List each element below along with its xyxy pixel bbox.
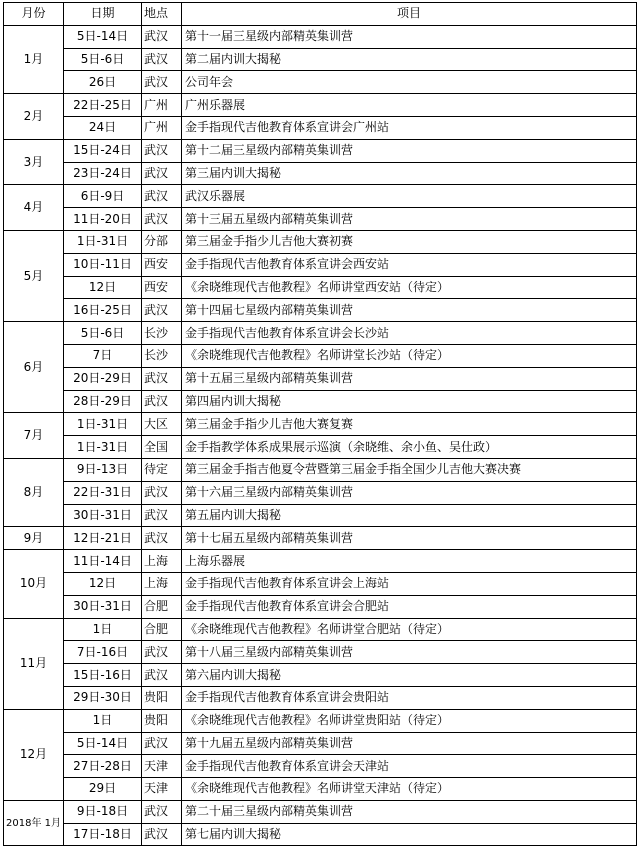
location-cell: 长沙 [142, 322, 182, 345]
date-cell: 1日-31日 [64, 413, 142, 436]
item-cell: 《余晓维现代吉他教程》名师讲堂贵阳站（待定） [182, 709, 637, 732]
month-cell: 5月 [4, 230, 64, 321]
item-cell: 第三届金手指少儿吉他大赛复赛 [182, 413, 637, 436]
date-cell: 17日-18日 [64, 823, 142, 846]
month-header: 月份 [4, 3, 64, 26]
table-row [4, 322, 637, 345]
date-cell: 28日-29日 [64, 390, 142, 413]
location-cell: 武汉 [142, 208, 182, 231]
location-cell: 武汉 [142, 823, 182, 846]
date-cell: 5日-14日 [64, 732, 142, 755]
item-cell: 第十六届三星级内部精英集训营 [182, 481, 637, 504]
location-cell: 武汉 [142, 664, 182, 687]
item-cell: 第三届金手指吉他夏令营暨第三届金手指全国少儿吉他大赛决赛 [182, 458, 637, 481]
month-cell: 11月 [4, 618, 64, 709]
table-row [4, 208, 637, 231]
location-cell: 合肥 [142, 618, 182, 641]
item-cell: 第三届金手指少儿吉他大赛初赛 [182, 230, 637, 253]
table-row [4, 116, 637, 139]
month-cell: 9月 [4, 527, 64, 550]
location-cell: 武汉 [142, 71, 182, 94]
month-cell: 8月 [4, 458, 64, 526]
date-cell: 22日-25日 [64, 94, 142, 117]
item-cell: 第十九届五星级内部精英集训营 [182, 732, 637, 755]
location-cell: 待定 [142, 458, 182, 481]
table-row [4, 436, 637, 459]
table-row [4, 800, 637, 823]
date-cell: 15日-24日 [64, 139, 142, 162]
location-cell: 全国 [142, 436, 182, 459]
date-cell: 10日-11日 [64, 253, 142, 276]
date-cell: 12日 [64, 572, 142, 595]
table-row [4, 276, 637, 299]
date-cell: 23日-24日 [64, 162, 142, 185]
table-row [4, 778, 637, 801]
item-cell: 《余晓维现代吉他教程》名师讲堂合肥站（待定） [182, 618, 637, 641]
date-cell: 1日-31日 [64, 436, 142, 459]
date-cell: 5日-14日 [64, 25, 142, 48]
date-cell: 27日-28日 [64, 755, 142, 778]
item-cell: 第七届内训大揭秘 [182, 823, 637, 846]
date-cell: 30日-31日 [64, 595, 142, 618]
item-cell: 金手指现代吉他教育体系宣讲会广州站 [182, 116, 637, 139]
item-cell: 第二届内训大揭秘 [182, 48, 637, 71]
table-row [4, 664, 637, 687]
item-cell: 第十一届三星级内部精英集训营 [182, 25, 637, 48]
item-cell: 公司年会 [182, 71, 637, 94]
location-cell: 分部 [142, 230, 182, 253]
location-cell: 武汉 [142, 139, 182, 162]
location-cell: 天津 [142, 755, 182, 778]
date-cell: 12日-21日 [64, 527, 142, 550]
table-row [4, 595, 637, 618]
table-row [4, 709, 637, 732]
location-cell: 长沙 [142, 344, 182, 367]
table-row [4, 162, 637, 185]
table-row [4, 527, 637, 550]
table-row [4, 230, 637, 253]
item-cell: 第二十届三星级内部精英集训营 [182, 800, 637, 823]
table-row [4, 253, 637, 276]
month-cell: 12月 [4, 709, 64, 800]
date-cell: 29日-30日 [64, 686, 142, 709]
location-cell: 天津 [142, 778, 182, 801]
location-cell: 武汉 [142, 185, 182, 208]
location-cell: 西安 [142, 253, 182, 276]
item-cell: 《余晓维现代吉他教程》名师讲堂长沙站（待定） [182, 344, 637, 367]
date-cell: 9日-18日 [64, 800, 142, 823]
table-row [4, 48, 637, 71]
table-row [4, 823, 637, 846]
item-cell: 第五届内训大揭秘 [182, 504, 637, 527]
month-cell: 2月 [4, 94, 64, 140]
location-cell: 武汉 [142, 390, 182, 413]
table-row [4, 755, 637, 778]
date-cell: 1日 [64, 618, 142, 641]
date-cell: 9日-13日 [64, 458, 142, 481]
location-cell: 贵阳 [142, 709, 182, 732]
item-cell: 第三届内训大揭秘 [182, 162, 637, 185]
date-cell: 7日-16日 [64, 641, 142, 664]
table-row [4, 344, 637, 367]
month-cell: 7月 [4, 413, 64, 459]
location-cell: 武汉 [142, 481, 182, 504]
table-row [4, 413, 637, 436]
month-cell: 10月 [4, 550, 64, 618]
header-row [4, 3, 637, 26]
location-cell: 武汉 [142, 367, 182, 390]
location-cell: 武汉 [142, 504, 182, 527]
location-cell: 武汉 [142, 48, 182, 71]
date-cell: 29日 [64, 778, 142, 801]
location-cell: 武汉 [142, 732, 182, 755]
location-cell: 西安 [142, 276, 182, 299]
date-cell: 11日-20日 [64, 208, 142, 231]
item-cell: 金手指现代吉他教育体系宣讲会西安站 [182, 253, 637, 276]
table-row [4, 504, 637, 527]
item-cell: 《余晓维现代吉他教程》名师讲堂天津站（待定） [182, 778, 637, 801]
item-cell: 广州乐器展 [182, 94, 637, 117]
location-cell: 大区 [142, 413, 182, 436]
date-cell: 1日 [64, 709, 142, 732]
item-cell: 第十二届三星级内部精英集训营 [182, 139, 637, 162]
date-cell: 5日-6日 [64, 48, 142, 71]
table-row [4, 686, 637, 709]
item-cell: 第十四届七星级内部精英集训营 [182, 299, 637, 322]
date-cell: 15日-16日 [64, 664, 142, 687]
item-cell: 金手指教学体系成果展示巡演（余晓维、余小鱼、吴仕政） [182, 436, 637, 459]
date-cell: 24日 [64, 116, 142, 139]
month-cell: 1月 [4, 25, 64, 93]
table-row [4, 139, 637, 162]
table-row [4, 641, 637, 664]
table-row [4, 185, 637, 208]
date-cell: 26日 [64, 71, 142, 94]
table-row [4, 390, 637, 413]
date-cell: 30日-31日 [64, 504, 142, 527]
location-cell: 上海 [142, 572, 182, 595]
location-cell: 武汉 [142, 299, 182, 322]
table-row [4, 71, 637, 94]
item-cell: 第四届内训大揭秘 [182, 390, 637, 413]
item-cell: 金手指现代吉他教育体系宣讲会贵阳站 [182, 686, 637, 709]
item-cell: 《余晓维现代吉他教程》名师讲堂西安站（待定） [182, 276, 637, 299]
month-cell: 6月 [4, 322, 64, 413]
location-cell: 武汉 [142, 527, 182, 550]
table-row [4, 299, 637, 322]
location-cell: 贵阳 [142, 686, 182, 709]
location-cell: 广州 [142, 116, 182, 139]
item-cell: 金手指现代吉他教育体系宣讲会上海站 [182, 572, 637, 595]
date-cell: 5日-6日 [64, 322, 142, 345]
table-row [4, 481, 637, 504]
location-header: 地点 [142, 3, 182, 26]
item-cell: 金手指现代吉他教育体系宣讲会合肥站 [182, 595, 637, 618]
location-cell: 广州 [142, 94, 182, 117]
date-cell: 6日-9日 [64, 185, 142, 208]
date-header: 日期 [64, 3, 142, 26]
item-cell: 武汉乐器展 [182, 185, 637, 208]
location-cell: 武汉 [142, 641, 182, 664]
date-cell: 20日-29日 [64, 367, 142, 390]
table-row [4, 618, 637, 641]
table-row [4, 550, 637, 573]
item-cell: 第十三届五星级内部精英集训营 [182, 208, 637, 231]
item-cell: 第十七届五星级内部精英集训营 [182, 527, 637, 550]
item-header: 项目 [182, 3, 637, 26]
table-row [4, 94, 637, 117]
table-row [4, 367, 637, 390]
item-cell: 第六届内训大揭秘 [182, 664, 637, 687]
date-cell: 16日-25日 [64, 299, 142, 322]
item-cell: 上海乐器展 [182, 550, 637, 573]
date-cell: 1日-31日 [64, 230, 142, 253]
location-cell: 武汉 [142, 162, 182, 185]
item-cell: 第十五届三星级内部精英集训营 [182, 367, 637, 390]
month-cell: 3月 [4, 139, 64, 185]
date-cell: 12日 [64, 276, 142, 299]
month-cell: 2018年 1月 [4, 800, 64, 846]
location-cell: 合肥 [142, 595, 182, 618]
location-cell: 武汉 [142, 25, 182, 48]
location-cell: 武汉 [142, 800, 182, 823]
date-cell: 7日 [64, 344, 142, 367]
table-row [4, 458, 637, 481]
item-cell: 金手指现代吉他教育体系宣讲会天津站 [182, 755, 637, 778]
item-cell: 第十八届三星级内部精英集训营 [182, 641, 637, 664]
schedule-body [4, 25, 637, 846]
date-cell: 22日-31日 [64, 481, 142, 504]
location-cell: 上海 [142, 550, 182, 573]
date-cell: 11日-14日 [64, 550, 142, 573]
schedule-table [3, 2, 637, 846]
item-cell: 金手指现代吉他教育体系宣讲会长沙站 [182, 322, 637, 345]
table-row [4, 732, 637, 755]
table-row [4, 25, 637, 48]
table-row [4, 572, 637, 595]
month-cell: 4月 [4, 185, 64, 231]
